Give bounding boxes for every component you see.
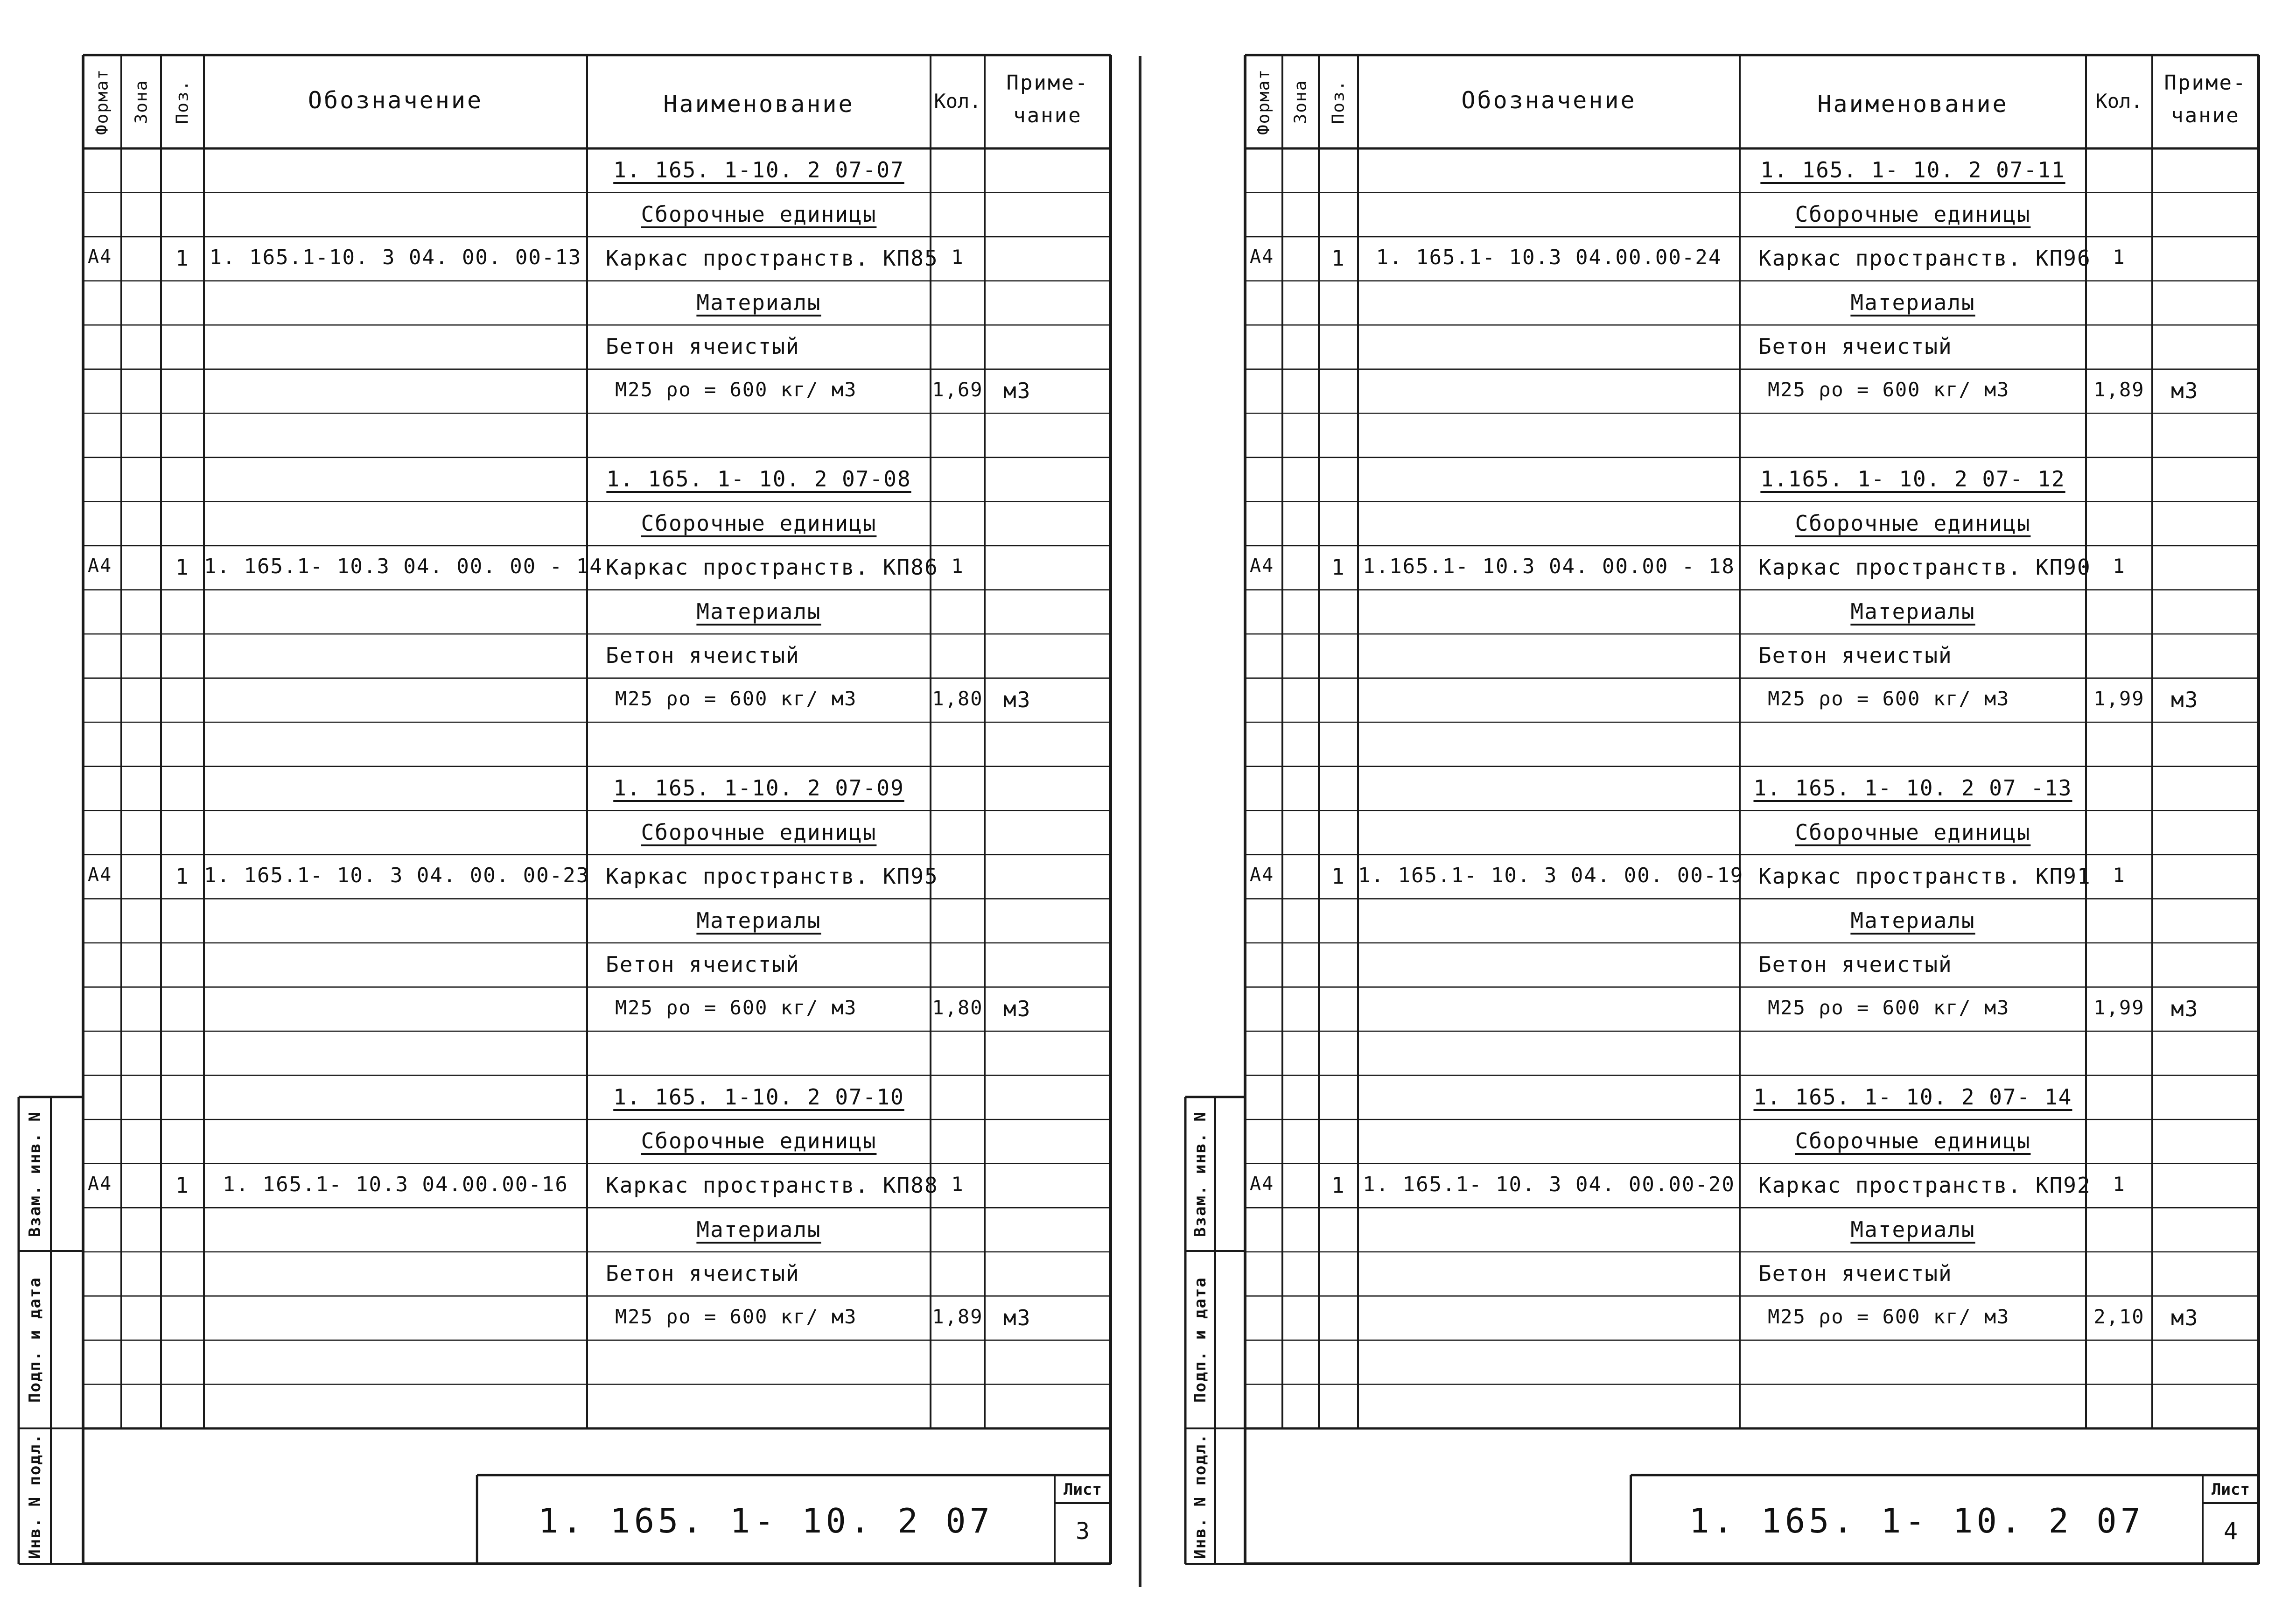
- subsection-title: Материалы: [1850, 907, 1975, 933]
- spec-sheet-right: [1176, 0, 2296, 1617]
- header-zone: Зона: [132, 79, 151, 124]
- subsection-title: Сборочные единицы: [641, 1128, 877, 1154]
- row-format: А4: [88, 1173, 112, 1195]
- row-designation: 1. 165.1-10. 3 04. 00. 00-13: [209, 246, 582, 270]
- sheet-grid-lines: [0, 0, 1120, 1617]
- header-designation: Обозначение: [308, 87, 483, 114]
- row-note: м3: [2171, 687, 2199, 712]
- row-qty: 1: [2113, 246, 2126, 269]
- header-name: Наименование: [1817, 91, 2009, 118]
- row-note: м3: [2171, 378, 2199, 404]
- row-designation: 1.165.1- 10.3 04. 00.00 - 18: [1363, 555, 1735, 579]
- row-note: м3: [1003, 687, 1031, 712]
- row-name: Каркас пространств. КП88: [606, 1172, 938, 1198]
- row-name: Бетон ячеистый: [606, 643, 800, 668]
- row-name: М25 ρо = 600 кг/ м3: [615, 1305, 857, 1328]
- row-pos: 1: [175, 555, 189, 580]
- row-qty: 1: [2113, 555, 2126, 578]
- section-code: 1. 165. 1- 10. 2 07-11: [1760, 157, 2065, 183]
- header-zone: Зона: [1291, 79, 1310, 124]
- row-name: М25 ρо = 600 кг/ м3: [1768, 1305, 2010, 1328]
- row-name: Бетон ячеистый: [606, 952, 800, 977]
- row-name: Каркас пространств. КП96: [1758, 246, 2091, 271]
- section-code: 1. 165. 1-10. 2 07-07: [613, 157, 904, 183]
- replacement-inv-label: Взам. инв. N: [25, 1111, 44, 1237]
- row-qty: 1,99: [2093, 687, 2145, 710]
- row-qty: 1,80: [932, 687, 983, 710]
- row-name: Бетон ячеистый: [1758, 1261, 1953, 1287]
- subsection-title: Сборочные единицы: [1795, 510, 2031, 536]
- subsection-title: Сборочные единицы: [641, 510, 877, 536]
- replacement-inv-label: Взам. инв. N: [1191, 1111, 1210, 1237]
- row-format: А4: [88, 864, 112, 886]
- row-name: Бетон ячеистый: [1758, 643, 1953, 668]
- header-pos: Поз.: [173, 79, 192, 124]
- row-name: Каркас пространств. КП91: [1758, 864, 2091, 889]
- row-designation: 1. 165.1- 10.3 04.00.00-16: [223, 1172, 568, 1196]
- row-name: Каркас пространств. КП85: [606, 246, 938, 271]
- row-name: М25 ρо = 600 кг/ м3: [615, 687, 857, 710]
- row-name: Бетон ячеистый: [606, 334, 800, 359]
- row-name: Каркас пространств. КП92: [1758, 1172, 2091, 1198]
- section-code: 1. 165. 1- 10. 2 07 -13: [1753, 775, 2072, 801]
- section-code: 1.165. 1- 10. 2 07- 12: [1760, 466, 2065, 492]
- row-pos: 1: [175, 1172, 189, 1198]
- row-name: М25 ρо = 600 кг/ м3: [1768, 378, 2010, 401]
- row-qty: 1: [951, 246, 964, 269]
- stamp-sheet-label: Лист: [2212, 1480, 2250, 1499]
- header-note-line1: Приме-: [1006, 71, 1089, 95]
- section-code: 1. 165. 1-10. 2 07-09: [613, 775, 904, 801]
- subsection-title: Материалы: [696, 907, 821, 933]
- page-divider: [1139, 56, 1141, 1587]
- header-note-line2: чание: [1013, 104, 1082, 127]
- row-qty: 2,10: [2093, 1305, 2145, 1328]
- row-pos: 1: [1331, 246, 1345, 271]
- subsection-title: Материалы: [696, 289, 821, 315]
- row-name: Бетон ячеистый: [1758, 334, 1953, 359]
- row-note: м3: [1003, 1305, 1031, 1330]
- row-name: Бетон ячеистый: [1758, 952, 1953, 977]
- subsection-title: Сборочные единицы: [1795, 819, 2031, 845]
- header-qty: Кол.: [2095, 90, 2143, 112]
- subsection-title: Материалы: [1850, 289, 1975, 315]
- section-code: 1. 165. 1- 10. 2 07-08: [606, 466, 911, 492]
- subsection-title: Материалы: [1850, 1216, 1975, 1242]
- row-name: М25 ρо = 600 кг/ м3: [1768, 687, 2010, 710]
- row-qty: 1,99: [2093, 996, 2145, 1019]
- row-qty: 1,80: [932, 996, 983, 1019]
- section-code: 1. 165. 1-10. 2 07-10: [613, 1084, 904, 1110]
- subsection-title: Материалы: [696, 598, 821, 624]
- stamp-document-code: 1. 165. 1- 10. 2 07: [538, 1501, 994, 1540]
- spec-sheet-left: [0, 0, 1120, 1617]
- header-format: Формат: [1254, 68, 1274, 135]
- row-name: М25 ρо = 600 кг/ м3: [1768, 996, 2010, 1019]
- row-name: Каркас пространств. КП95: [606, 864, 938, 889]
- stamp-sheet-number: 3: [1075, 1518, 1090, 1545]
- header-note-line2: чание: [2171, 104, 2240, 127]
- row-designation: 1. 165.1- 10. 3 04. 00. 00-19: [1358, 864, 1744, 888]
- inv-number-label: Инв. N подл.: [1191, 1433, 1210, 1559]
- subsection-title: Материалы: [696, 1216, 821, 1242]
- row-qty: 1,89: [2093, 378, 2145, 401]
- row-pos: 1: [175, 864, 189, 889]
- row-pos: 1: [1331, 555, 1345, 580]
- row-note: м3: [1003, 378, 1031, 404]
- row-note: м3: [1003, 996, 1031, 1021]
- header-note-line1: Приме-: [2164, 71, 2247, 95]
- inv-number-label: Инв. N подл.: [25, 1433, 44, 1559]
- header-format: Формат: [92, 68, 112, 135]
- row-pos: 1: [1331, 1172, 1345, 1198]
- row-qty: 1: [951, 1172, 964, 1195]
- signature-date-label: Подп. и дата: [1191, 1277, 1210, 1403]
- stamp-sheet-label: Лист: [1064, 1480, 1102, 1499]
- row-qty: 1: [2113, 1172, 2126, 1195]
- row-qty: 1,89: [932, 1305, 983, 1328]
- row-name: Каркас пространств. КП86: [606, 555, 938, 580]
- row-format: А4: [1250, 1173, 1274, 1195]
- row-format: А4: [88, 246, 112, 268]
- section-code: 1. 165. 1- 10. 2 07- 14: [1753, 1084, 2072, 1110]
- subsection-title: Сборочные единицы: [1795, 1128, 2031, 1154]
- row-name: М25 ρо = 600 кг/ м3: [615, 996, 857, 1019]
- row-designation: 1. 165.1- 10.3 04. 00. 00 - 14: [204, 555, 603, 579]
- header-designation: Обозначение: [1461, 87, 1637, 114]
- row-format: А4: [88, 555, 112, 577]
- row-name: Каркас пространств. КП90: [1758, 555, 2091, 580]
- header-qty: Кол.: [934, 90, 981, 112]
- row-designation: 1. 165.1- 10. 3 04. 00.00-20: [1363, 1172, 1735, 1196]
- row-qty: 1: [2113, 864, 2126, 887]
- stamp-document-code: 1. 165. 1- 10. 2 07: [1689, 1501, 2145, 1540]
- subsection-title: Сборочные единицы: [1795, 201, 2031, 227]
- subsection-title: Материалы: [1850, 598, 1975, 624]
- row-designation: 1. 165.1- 10. 3 04. 00. 00-23: [204, 864, 590, 888]
- row-note: м3: [2171, 1305, 2199, 1330]
- sheet-grid-lines: [1176, 0, 2296, 1617]
- row-format: А4: [1250, 246, 1274, 268]
- row-designation: 1. 165.1- 10.3 04.00.00-24: [1376, 246, 1722, 270]
- row-format: А4: [1250, 864, 1274, 886]
- row-note: м3: [2171, 996, 2199, 1021]
- header-pos: Поз.: [1329, 79, 1348, 124]
- subsection-title: Сборочные единицы: [641, 201, 877, 227]
- row-qty: 1: [951, 555, 964, 578]
- subsection-title: Сборочные единицы: [641, 819, 877, 845]
- row-name: М25 ρо = 600 кг/ м3: [615, 378, 857, 401]
- row-pos: 1: [1331, 864, 1345, 889]
- row-name: Бетон ячеистый: [606, 1261, 800, 1287]
- row-pos: 1: [175, 246, 189, 271]
- row-format: А4: [1250, 555, 1274, 577]
- row-qty: 1,69: [932, 378, 983, 401]
- stamp-sheet-number: 4: [2223, 1518, 2238, 1545]
- signature-date-label: Подп. и дата: [25, 1277, 44, 1403]
- header-name: Наименование: [663, 91, 854, 118]
